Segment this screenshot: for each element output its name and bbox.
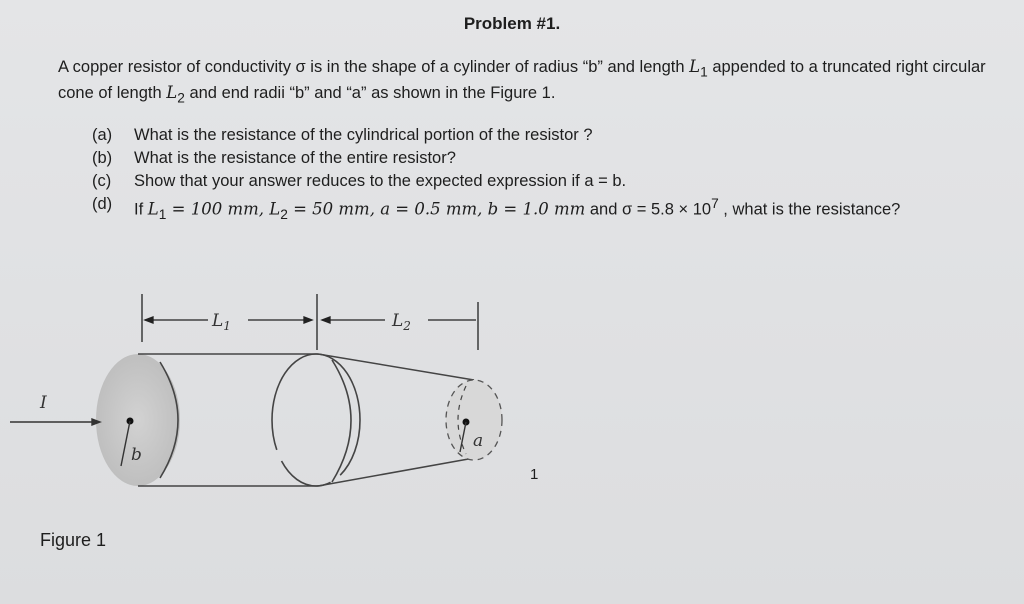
label-L2: $L_2$ [392,311,411,333]
question-label: (d) [92,195,113,213]
question-label: (c) [92,172,112,190]
intro-L1-sub: 1 [700,64,708,80]
label-b: b [131,445,142,465]
cylinder-section [96,354,360,486]
current-arrow [10,419,100,425]
question-text: What is the resistance of the cylindrical portion of the resistor ? [134,126,593,144]
question-d-L1: L [147,199,159,219]
figure-caption: Figure 1 [40,530,107,550]
intro-L2-sub: 2 [177,90,185,106]
question-text: What is the resistance of the entire resistor? [134,149,456,167]
label-a: a [473,431,484,451]
page-number: 1 [530,466,539,483]
question-list [92,124,992,227]
label-I: I [40,393,47,413]
intro-text-2: appended to a truncated right circular cone of length [58,58,986,103]
question-a [92,124,992,146]
question-d-L2-sub: 2 [280,206,288,222]
question-d-post: , what is the resistance? [718,200,901,219]
problem-statement [58,56,1008,109]
question-d-L1-sub: 1 [158,206,167,222]
intro-L1: L [689,57,701,76]
question-d-exp: 7 [711,196,719,211]
question-d-L2: L [269,199,281,219]
intro-L2: L [166,83,178,103]
label-L1: $L_1$ [212,311,231,333]
question-label: (b) [92,149,113,167]
resistor-figure [0,280,560,510]
question-text: Show that your answer reduces to the expected expression if a = b. [134,172,627,190]
question-b [92,147,992,169]
question-d-eq2: = 50 mm, a = 0.5 mm, b = 1.0 mm [287,199,586,219]
question-d [92,193,992,226]
question-d-eq1: = 100 mm, [166,199,270,219]
question-d-pre: If [134,200,148,219]
question-c [92,170,992,192]
intro-text-3: and end radii “b” and “a” as shown in the Figure 1. [184,84,556,103]
question-d-mid: and σ = 5.8 × 10 [585,200,712,219]
intro-text-1: A copper resistor of conductivity σ is in the shape of a cylinder of radius “b” and length [58,58,690,76]
problem-title: Problem #1. [463,14,561,33]
question-label: (a) [92,126,113,144]
cone-section [318,354,502,486]
